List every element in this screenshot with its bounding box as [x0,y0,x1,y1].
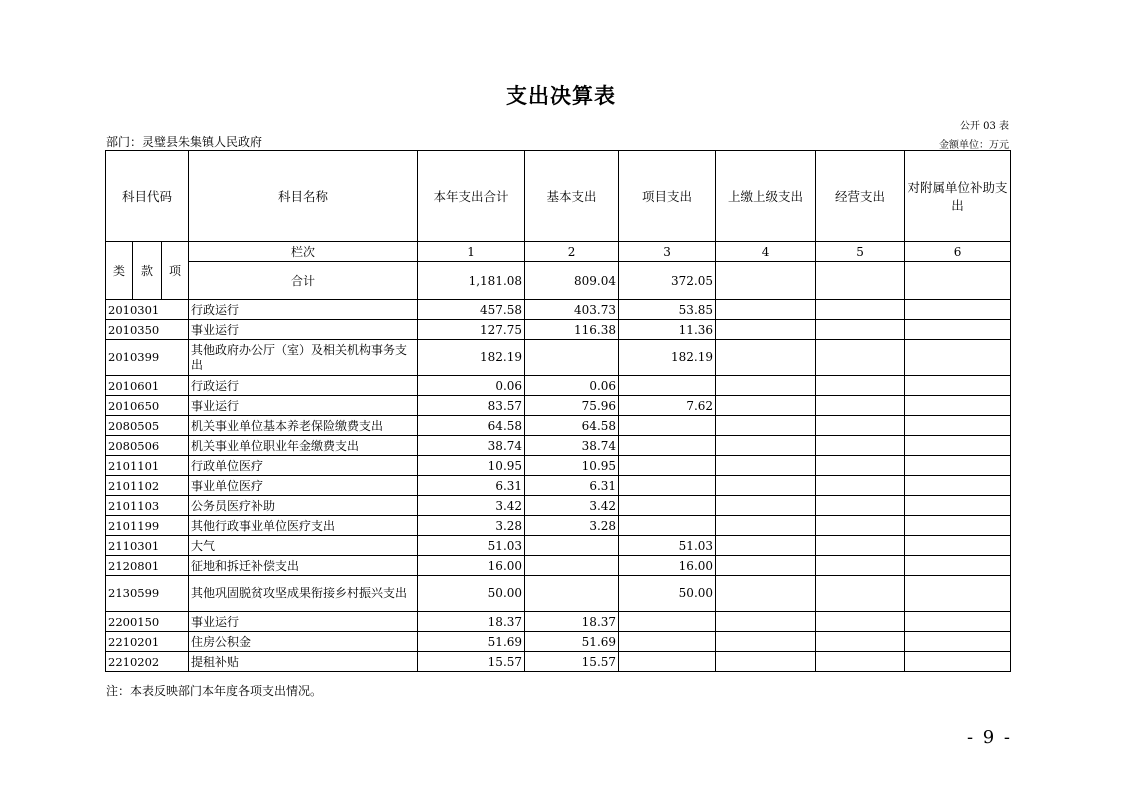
row-name: 行政运行 [189,300,418,320]
row-project [619,436,716,456]
row-total: 457.58 [418,300,525,320]
total-label: 合计 [189,262,418,300]
row-basic: 6.31 [525,476,619,496]
row-project [619,416,716,436]
row-project [619,476,716,496]
table-row [106,376,1011,396]
row-code: 2080506 [106,436,189,456]
col-num: 6 [905,242,1011,262]
row-total: 6.31 [418,476,525,496]
page-number: - 9 - [966,727,1012,748]
row-total: 15.57 [418,652,525,672]
row-business [816,436,905,456]
row-total: 3.42 [418,496,525,516]
row-name: 机关事业单位基本养老保险缴费支出 [189,416,418,436]
row-subsidy [905,320,1011,340]
row-project [619,516,716,536]
row-business [816,576,905,612]
row-subsidy [905,556,1011,576]
row-business [816,300,905,320]
total-row [106,262,1011,300]
row-upper [716,632,816,652]
row-total: 16.00 [418,556,525,576]
expenditure-table [105,150,1011,672]
row-subsidy [905,416,1011,436]
table-row [106,300,1011,320]
row-basic: 51.69 [525,632,619,652]
header-project: 项目支出 [619,151,716,242]
row-business [816,396,905,416]
row-upper [716,416,816,436]
header-row [106,151,1011,242]
row-business [816,496,905,516]
row-name: 公务员医疗补助 [189,496,418,516]
row-subsidy [905,496,1011,516]
row-business [816,320,905,340]
row-project: 182.19 [619,340,716,376]
row-code: 2130599 [106,576,189,612]
row-subsidy [905,436,1011,456]
row-basic: 38.74 [525,436,619,456]
row-subsidy [905,456,1011,476]
table-row [106,396,1011,416]
row-total: 51.69 [418,632,525,652]
row-code: 2210201 [106,632,189,652]
row-project: 50.00 [619,576,716,612]
header-basic: 基本支出 [525,151,619,242]
row-basic: 15.57 [525,652,619,672]
row-code: 2120801 [106,556,189,576]
report-title: 支出决算表 [506,84,616,108]
row-upper [716,300,816,320]
row-subsidy [905,576,1011,612]
row-code: 2010601 [106,376,189,396]
row-project: 7.62 [619,396,716,416]
row-name: 其他政府办公厅（室）及相关机构事务支出 [189,340,418,376]
header-kuan: 款 [133,242,162,300]
row-basic: 403.73 [525,300,619,320]
row-project: 51.03 [619,536,716,556]
row-code: 2101103 [106,496,189,516]
column-number-row [106,242,1011,262]
table-row [106,612,1011,632]
row-project [619,496,716,516]
row-name: 征地和拆迁补偿支出 [189,556,418,576]
row-business [816,632,905,652]
row-code: 2010301 [106,300,189,320]
row-upper [716,556,816,576]
row-basic: 18.37 [525,612,619,632]
row-basic [525,576,619,612]
row-upper [716,436,816,456]
header-business: 经营支出 [816,151,905,242]
row-total: 51.03 [418,536,525,556]
row-code: 2010650 [106,396,189,416]
row-total: 3.28 [418,516,525,536]
row-business [816,652,905,672]
row-subsidy [905,476,1011,496]
table-row [106,556,1011,576]
table-row [106,516,1011,536]
row-name: 事业运行 [189,612,418,632]
row-total: 182.19 [418,340,525,376]
row-total: 38.74 [418,436,525,456]
row-total: 83.57 [418,396,525,416]
form-number: 公开 03 表 [959,121,1009,132]
row-business [816,612,905,632]
row-basic [525,556,619,576]
table-row [106,576,1011,612]
row-upper [716,536,816,556]
row-project [619,652,716,672]
row-basic: 75.96 [525,396,619,416]
row-total: 0.06 [418,376,525,396]
table-row [106,416,1011,436]
row-name: 其他行政事业单位医疗支出 [189,516,418,536]
row-total: 10.95 [418,456,525,476]
row-upper [716,340,816,376]
table-row [106,476,1011,496]
row-business [816,476,905,496]
row-name: 事业运行 [189,396,418,416]
row-business [816,516,905,536]
row-upper [716,516,816,536]
row-subsidy [905,300,1011,320]
row-subsidy [905,536,1011,556]
row-business [816,340,905,376]
row-project [619,612,716,632]
row-basic [525,340,619,376]
row-code: 2010350 [106,320,189,340]
table-row [106,456,1011,476]
header-total: 本年支出合计 [418,151,525,242]
row-basic: 3.42 [525,496,619,516]
row-name: 事业运行 [189,320,418,340]
row-project: 53.85 [619,300,716,320]
row-upper [716,376,816,396]
row-basic: 3.28 [525,516,619,536]
row-project: 16.00 [619,556,716,576]
row-code: 2200150 [106,612,189,632]
row-upper [716,496,816,516]
row-total: 127.75 [418,320,525,340]
row-code: 2080505 [106,416,189,436]
footnote: 注：本表反映部门本年度各项支出情况。 [106,684,323,698]
header-xiang: 项 [162,242,189,300]
table-row [106,320,1011,340]
row-upper [716,396,816,416]
unit-label: 金额单位：万元 [939,140,1009,151]
row-subsidy [905,632,1011,652]
row-project [619,456,716,476]
row-basic: 64.58 [525,416,619,436]
row-total: 50.00 [418,576,525,612]
row-name: 住房公积金 [189,632,418,652]
row-code: 2010399 [106,340,189,376]
row-name: 事业单位医疗 [189,476,418,496]
row-total: 64.58 [418,416,525,436]
row-project: 11.36 [619,320,716,340]
table-row [106,436,1011,456]
row-code: 2101199 [106,516,189,536]
col-num: 1 [418,242,525,262]
row-subsidy [905,396,1011,416]
row-code: 2101102 [106,476,189,496]
row-subsidy [905,376,1011,396]
row-name: 大气 [189,536,418,556]
row-upper [716,320,816,340]
row-upper [716,576,816,612]
row-basic: 10.95 [525,456,619,476]
header-lanci: 栏次 [189,242,418,262]
total-upper [716,262,816,300]
row-business [816,536,905,556]
row-upper [716,456,816,476]
table-row [106,652,1011,672]
total-subsidy [905,262,1011,300]
row-project [619,376,716,396]
row-business [816,456,905,476]
header-code: 科目代码 [106,151,189,242]
row-subsidy [905,516,1011,536]
header-subsidy: 对附属单位补助支出 [905,151,1011,242]
table-row [106,632,1011,652]
total-business [816,262,905,300]
row-code: 2210202 [106,652,189,672]
row-name: 行政单位医疗 [189,456,418,476]
row-subsidy [905,612,1011,632]
row-name: 机关事业单位职业年金缴费支出 [189,436,418,456]
row-total: 18.37 [418,612,525,632]
row-upper [716,612,816,632]
row-upper [716,652,816,672]
row-code: 2110301 [106,536,189,556]
header-upper: 上缴上级支出 [716,151,816,242]
total-amount: 1,181.08 [418,262,525,300]
table-row [106,496,1011,516]
row-business [816,416,905,436]
table-row [106,340,1011,376]
row-name: 提租补贴 [189,652,418,672]
row-name: 其他巩固脱贫攻坚成果衔接乡村振兴支出 [189,576,418,612]
row-subsidy [905,340,1011,376]
col-num: 4 [716,242,816,262]
row-name: 行政运行 [189,376,418,396]
row-code: 2101101 [106,456,189,476]
table-body [106,151,1011,672]
row-basic [525,536,619,556]
header-lei: 类 [106,242,133,300]
row-basic: 116.38 [525,320,619,340]
total-project: 372.05 [619,262,716,300]
row-upper [716,476,816,496]
col-num: 2 [525,242,619,262]
header-name: 科目名称 [189,151,418,242]
row-subsidy [905,652,1011,672]
total-basic: 809.04 [525,262,619,300]
col-num: 5 [816,242,905,262]
row-business [816,556,905,576]
table-row [106,536,1011,556]
col-num: 3 [619,242,716,262]
department-label: 部门：灵璧县朱集镇人民政府 [106,135,263,149]
row-project [619,632,716,652]
row-business [816,376,905,396]
row-basic: 0.06 [525,376,619,396]
